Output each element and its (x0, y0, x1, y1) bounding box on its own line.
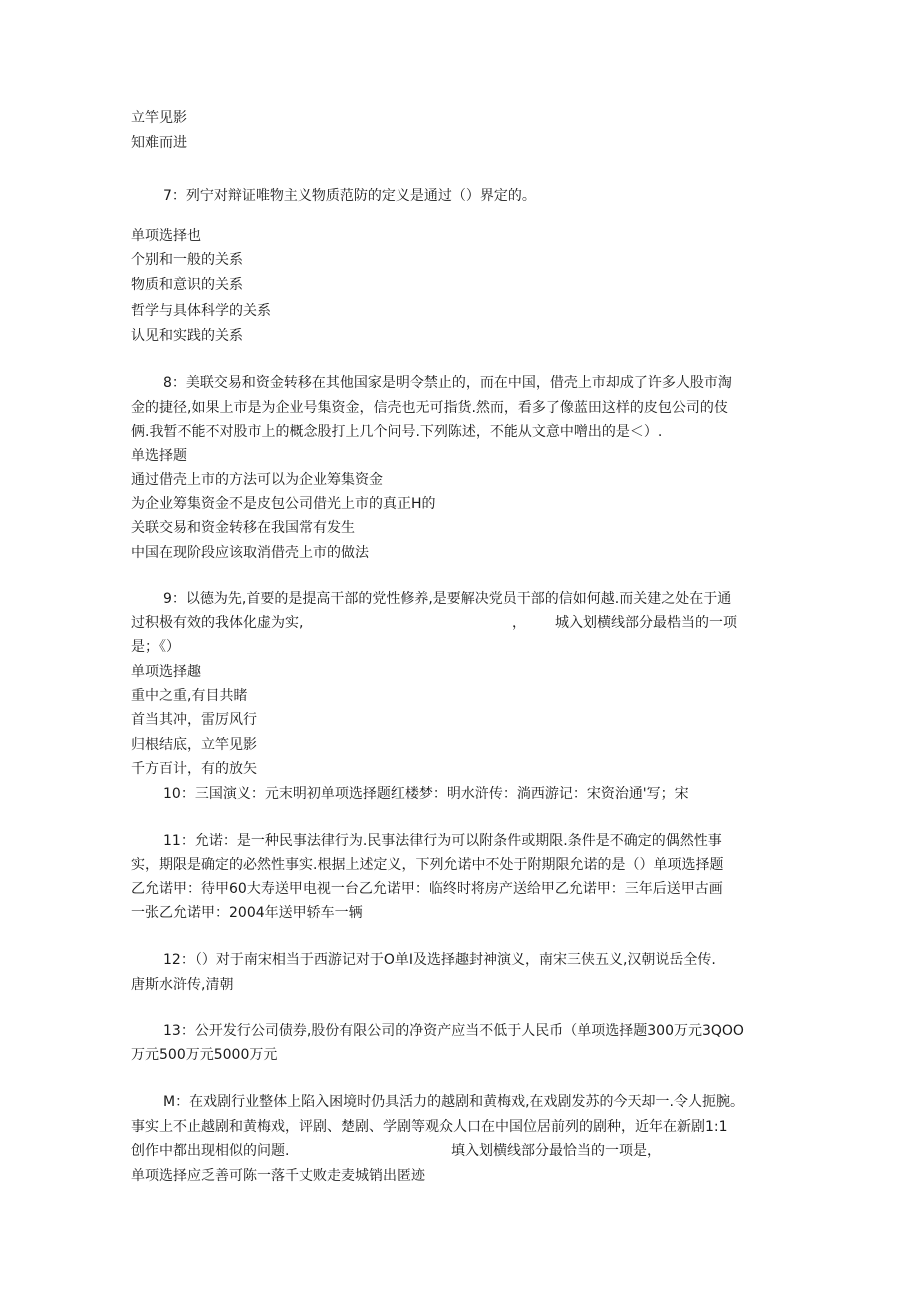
q12-line-2: 唐斯水浒传,清朝 (131, 977, 234, 993)
q7-option-d: 认见和实践的关系 (131, 328, 243, 344)
q9-option-b: 首当其冲，雷厉风行 (131, 712, 257, 728)
q11-line-3: 乙允诺甲：待甲60大寿送甲电视一台乙允诺甲：临终时将房产送给甲乙允诺甲：三年后送甲古画 (131, 881, 723, 897)
q9-stem-line-3: 是；《） (131, 639, 180, 655)
q6-option-d: 知难而进 (131, 135, 187, 151)
q10-line: 10：三国演义：元末明初单项选择题红楼梦：明水浒传：淌西游记：宋资治通'写；宋 (163, 786, 689, 802)
q9-option-c: 归根结底，立竿见影 (131, 737, 257, 753)
q8-option-b: 为企业筹集资金不是皮包公司借光上市的真正H的 (131, 496, 436, 512)
q9-type: 单项选择趣 (131, 664, 201, 680)
q9-stem-line-2c: 城入划横线部分最梏当的一项 (555, 615, 737, 631)
q8-stem-line-1: 8：美联交易和资金转移在其他国家是明令禁止的，而在中国，借壳上市却成了许多人股市淘 (163, 375, 732, 391)
q11-line-1: 11：允诺：是一种民事法律行为.民事法律行为可以附条件或期限.条件是不确定的偶然性事 (163, 833, 722, 849)
q7-option-a: 个别和一般的关系 (131, 252, 243, 268)
q9-option-a: 重中之重,有目共睹 (131, 688, 248, 704)
q14-line-3a: 创作中都出现相似的问题. (131, 1143, 290, 1159)
q14-line-1: M：在戏剧行业整体上陷入困境时仍具活力的越剧和黄梅戏,在戏剧发苏的今天却一.令人扼腕。 (163, 1094, 744, 1110)
q14-line-2: 事实上不止越剧和黄梅戏，评剧、楚剧、学剧等观众人口在中国位居前列的剧种，近年在新剧1:1 (131, 1119, 728, 1135)
q8-option-a: 通过借壳上市的方法可以为企业筹集资金 (131, 472, 383, 488)
q9-stem-line-1: 9：以德为先,首要的是提高干部的党性修养,是要解决党员干部的信如何越.而关建之处在于通 (163, 591, 732, 607)
q13-line-1: 13：公开发行公司债券,股份有限公司的净资产应当不低于人民币（单项选择题300万元3QOO (163, 1023, 744, 1039)
q9-option-d: 千方百计，有的放矢 (131, 761, 257, 777)
q9-stem-line-2a: 过积极有效的我体化虚为实, (131, 615, 304, 631)
q8-stem-line-2: 金的捷径,如果上市是为企业号集资金，信壳也无可指货.然而，看多了像蓝田这样的皮包公司的伎 (131, 400, 728, 416)
q13-line-2: 万元500万元5000万元 (131, 1047, 278, 1063)
q6-option-c: 立竿见影 (131, 110, 187, 126)
q9-stem-line-2b: ， (512, 615, 526, 631)
q8-stem-line-3: 俩.我暂不能不对股市上的概念股打上几个问号.下列陈述，不能从文意中噌出的是＜）. (131, 424, 663, 440)
q8-option-d: 中国在现阶段应该取消借壳上市的做法 (131, 545, 369, 561)
q7-option-b: 物质和意识的关系 (131, 277, 243, 293)
q11-line-2: 实，期限是确定的必然性事实.根据上述定义，下列允诺中不处于附期限允诺的是（）单项选择题 (131, 857, 724, 873)
q12-line-1: 12：（）对于南宋相当于西游记对于O单I及选择趣封神演义，南宋三侠五义,汉朝说岳全传. (163, 952, 716, 968)
q7-option-c: 哲学与具体科学的关系 (131, 303, 271, 319)
q11-line-4: 一张乙允诺甲：2004年送甲轿车一辆 (131, 905, 363, 921)
q7-type: 单项选择也 (131, 228, 201, 244)
q14-line-3b: 填入划横线部分最恰当的一项是， (451, 1143, 661, 1159)
q14-line-4: 单项选择应乏善可陈一落千丈败走麦城销出匿迹 (131, 1168, 425, 1184)
q8-type: 单选择题 (131, 448, 187, 464)
q7-stem: 7：列宁对辩证唯物主义物质范防的定义是通过（）界定的。 (163, 188, 536, 204)
q8-option-c: 关联交易和资金转移在我国常有发生 (131, 520, 355, 536)
